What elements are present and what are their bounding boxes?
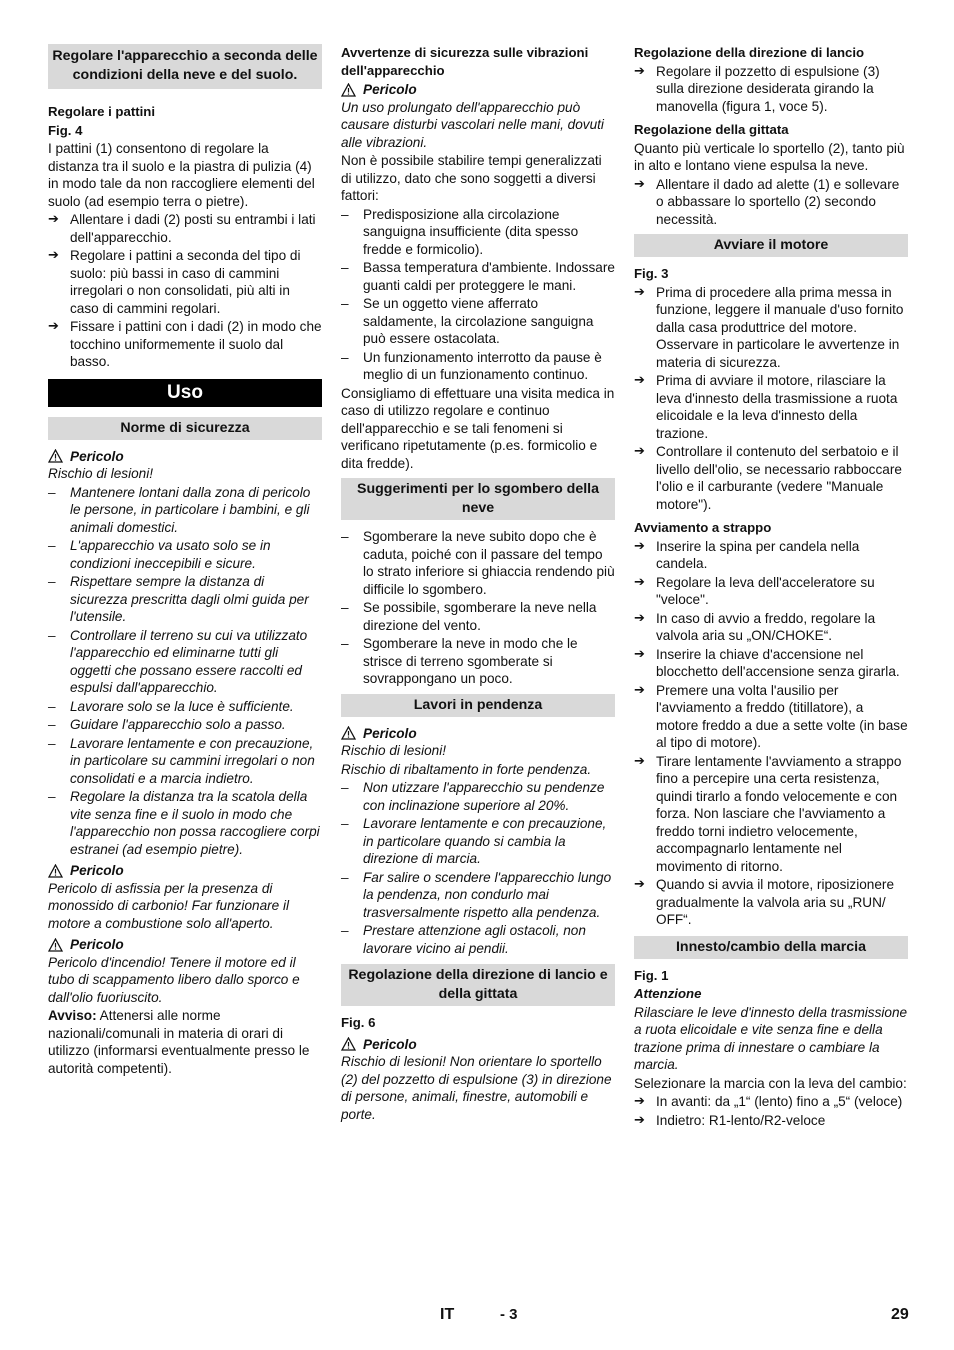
warning-triangle-icon [341, 726, 356, 740]
list-item: – Mantenere lontani dalla zona di pericolo le persone, in particolare i bambini, e gli animali domestici. [48, 484, 322, 537]
heading-pendenza: Lavori in pendenza [341, 694, 615, 717]
list-item: ➔ Premere una volta l'ausilio per l'avviamento a freddo (titillatore), a motore freddo a due a sette volte (in base al tipo di motore). [634, 682, 908, 752]
section-title-uso: Uso [48, 379, 322, 407]
warning-triangle-icon [48, 449, 63, 463]
heading-regolare: Regolare l'apparecchio a seconda delle condizioni della neve e del suolo. [48, 44, 322, 89]
warning-label [341, 725, 615, 743]
warning-triangle-icon [341, 1037, 356, 1051]
paragraph-visita: Consigliamo di effettuare una visita medica in caso di utilizzo regolare e continuo dell'apparecchio e se tali fenomeni si verificano ripetutamente (p.es. formicolio e dita fredde). [341, 385, 615, 471]
warning-label [341, 1036, 615, 1054]
list-item: – Bassa temperatura d'ambiente. Indossare guanti caldi per proteggere le mani. [341, 259, 615, 294]
heading-avviare: Avviare il motore [634, 234, 908, 257]
list-item: ➔ Tirare lentamente l'avviamento a strappo fino a percepire una certa resistenza, quindi tirarlo a fondo velocemente e con forza. Non lasciare che l'avviamento a freddo torni indietro velocemente, accompagnarlo lentamente nel movimento di ritorno. [634, 753, 908, 876]
steps-pattini [48, 211, 322, 371]
list-item: – Controllare il terreno su cui va utilizzato l'apparecchio ed eliminarne tutti gli oggetti che possano essere raccolti ed espulsi dall'apparecchio. [48, 627, 322, 697]
steps-gittata [634, 176, 908, 229]
footer-section-text: - 3 [500, 1306, 518, 1323]
list-item: – Far salire o scendere l'apparecchio lungo la pendenza, non condurlo mai trasversalmente rispetto alla pendenza. [341, 869, 615, 922]
fig-ref: Fig. 4 [48, 122, 83, 138]
fig-ref: Fig. 3 [634, 266, 669, 281]
steps-avviare [634, 284, 908, 514]
warning-label [341, 81, 615, 99]
paragraph-asfissia: Pericolo di asfissia per la presenza di monossido di carbonio! Far funzionare il motore a combustione solo all'aperto. [48, 880, 290, 931]
paragraph-selezionare: Selezionare la marcia con la leva del cambio: [634, 1075, 907, 1091]
list-item: ➔ Regolare la leva dell'acceleratore su "veloce". [634, 574, 908, 609]
list-item: ➔ Prima di avviare il motore, rilasciare la leva d'innesto della trasmissione a ruota elicoidale e la leva d'innesto della trazione. [634, 372, 908, 442]
heading-direzione: Regolazione della direzione di lancio e della gittata [341, 964, 615, 1006]
warning-text: Pericolo [70, 448, 124, 464]
list-item: ➔ In avanti: da „1“ (lento) fino a „5“ (veloce) [634, 1093, 908, 1111]
list-item: ➔ Regolare il pozzetto di espulsione (3) sulla direzione desiderata girando la manovella (figura 1, voce 5). [634, 63, 908, 116]
paragraph-uso-prolungato: Un uso prolungato dell'apparecchio può causare disturbi vascolari nelle mani, dovuti alle vibrazioni. [341, 99, 604, 150]
warning-text: Pericolo [70, 863, 124, 878]
warning-triangle-icon [341, 83, 356, 97]
heading-innesto: Innesto/cambio della marcia [634, 936, 908, 959]
list-item: – Sgomberare la neve subito dopo che è caduta, poiché con il passare del tempo lo strato inferiore si ghiaccia rendendo più difficile lo sgombero. [341, 528, 615, 598]
warning-triangle-icon [48, 938, 63, 952]
list-item: – Prestare attenzione agli ostacoli, non lavorare vicino ai pendii. [341, 922, 615, 957]
rischio-text: Rischio di lesioni! [341, 743, 447, 758]
list-item: – Non utizzare l'apparecchio su pendenze con inclinazione superiore al 20%. [341, 779, 615, 814]
list-item: – Lavorare solo se la luce è sufficiente. [48, 698, 322, 716]
list-item: ➔ Regolare i pattini a seconda del tipo di suolo: più bassi in caso di cammini irregolari o non consolidati, più alti in caso di cammini regolari. [48, 247, 322, 317]
list-item: ➔ Controllare il contenuto del serbatoio e il livello dell'olio, se necessario rabboccare l'olio e il carburante (vedere "Manuale motore"). [634, 443, 908, 513]
subheading-pattini: Regolare i pattini [48, 104, 155, 119]
warning-label [48, 448, 322, 466]
warning-label [48, 862, 322, 880]
norme-list [48, 484, 322, 859]
heading-norme: Norme di sicurezza [48, 417, 322, 440]
list-item: – Se possibile, sgomberare la neve nella direzione del vento. [341, 599, 615, 634]
heading-suggerimenti: Suggerimenti per lo sgombero della neve [341, 478, 615, 520]
warning-triangle-icon [48, 864, 63, 878]
list-item: ➔ Quando si avvia il motore, riposizionere gradualmente la valvola aria su „RUN/ OFF“. [634, 876, 908, 929]
subheading-gittata: Regolazione della gittata [634, 122, 789, 137]
list-item: – Un funzionamento interrotto da pause è meglio di un funzionamento continuo. [341, 349, 615, 384]
warning-text: Pericolo [363, 82, 417, 97]
list-item: ➔ Prima di procedere alla prima messa in funzione, leggere il manuale d'uso fornito dalla casa produttrice del motore. Osservare in particolare le avvertenze in materia di sicurezza. [634, 284, 908, 372]
rischio-text: Rischio di lesioni! [48, 466, 154, 481]
warning-text: Pericolo [70, 937, 124, 952]
footer-section [500, 1306, 518, 1324]
column-3 [634, 44, 908, 1130]
subheading-strappo: Avviamento a strappo [634, 520, 772, 535]
column-1 [48, 44, 322, 1078]
attenzione-label: Attenzione [634, 986, 702, 1001]
paragraph-pattini: I pattini (1) consentono di regolare la distanza tra il suolo e la piastra di pulizia (4) in modo tale da non raccogliere elementi del suolo (ad esempio terra o pietre). [48, 141, 315, 209]
list-item: – Rispettare sempre la distanza di sicurezza prescritta dagli olmi guida per l'utensile. [48, 573, 322, 626]
paragraph-sportello: Rischio di lesioni! Non orientare lo sportello (2) del pozzetto di espulsione (3) in direzione di persone, animali, finestre, automobili e porte. [341, 1054, 612, 1122]
list-item: – L'apparecchio va usato solo se in condizioni ineccepibili e sicure. [48, 537, 322, 572]
paragraph-gittata: Quanto più verticale lo sportello (2), tanto più in alto e lontano viene espulsa la neve. [634, 140, 905, 173]
list-item: ➔ In caso di avvio a freddo, regolare la valvola aria su „ON/CHOKE“. [634, 610, 908, 645]
fattori-list [341, 206, 615, 384]
list-item: – Sgomberare la neve in modo che le strisce di terreno sgomberate si sovrappongano un poco. [341, 635, 615, 688]
list-item: – Predisposizione alla circolazione sanguigna insufficiente (dita spesso fredde e formicolio). [341, 206, 615, 259]
list-item: ➔ Fissare i pattini con i dadi (2) in modo che tocchino uniformemente il suolo dal basso. [48, 318, 322, 371]
avviso-label: Avviso: [48, 1008, 97, 1023]
paragraph-rilasciare: Rilasciare le leve d'innesto della trasmissione a ruota elicoidale e vite senza fine e della trazione prima di innestare o cambiare la marcia. [634, 1004, 908, 1072]
avviso-text: Attenersi alle norme nazionali/comunali in materia di orari di utilizzo (informarsi eventualmente presso le autorità competenti). [48, 1008, 310, 1076]
pendenza-list [341, 779, 615, 957]
list-item: – Se un oggetto viene afferrato saldamente, la circolazione sanguigna può essere ostacolata. [341, 295, 615, 348]
avviso-paragraph [48, 1007, 322, 1077]
fig-ref: Fig. 6 [341, 1015, 376, 1030]
list-item: ➔ Allentare i dadi (2) posti su entrambi i lati dell'apparecchio. [48, 211, 322, 246]
steps-marcia [634, 1093, 908, 1129]
list-item: ➔ Indietro: R1-lento/R2-veloce [634, 1112, 908, 1130]
list-item: – Lavorare lentamente e con precauzione, in particolare quando si cambia la direzione di marcia. [341, 815, 615, 868]
suggerimenti-list [341, 528, 615, 688]
footer-language: IT [440, 1306, 455, 1323]
subheading-lancio: Regolazione della direzione di lancio [634, 45, 865, 60]
rischio-ribaltamento: Rischio di ribaltamento in forte pendenza. [341, 761, 592, 777]
list-item: – Regolare la distanza tra la scatola della vite senza fine e il suolo in modo che l'apparecchio non possa raccogliere corpi estranei (ad esempio pietre). [48, 788, 322, 858]
steps-lancio [634, 63, 908, 116]
list-item: – Guidare l'apparecchio solo a passo. [48, 716, 322, 734]
list-item: ➔ Inserire la spina per candela nella candela. [634, 538, 908, 573]
paragraph-incendio: Pericolo d'incendio! Tenere il motore ed il tubo di scappamento libero dallo sporco e dall'olio fuoriuscito. [48, 954, 300, 1005]
fig-ref: Fig. 1 [634, 967, 669, 983]
paragraph-tempi: Non è possibile stabilire tempi generalizzati di utilizzo, dato che sono soggetti a diversi fattori: [341, 153, 602, 203]
heading-vibrazioni: Avvertenze di sicurezza sulle vibrazioni dell'apparecchio [341, 45, 589, 78]
warning-text: Pericolo [363, 725, 417, 741]
steps-strappo [634, 538, 908, 929]
list-item: ➔ Inserire la chiave d'accensione nel blocchetto dell'accensione senza girarla. [634, 646, 908, 681]
column-2 [341, 44, 615, 1124]
footer-page-number: 29 [891, 1306, 909, 1323]
warning-label [48, 936, 322, 954]
list-item: ➔ Allentare il dado ad alette (1) e sollevare o abbassare lo sportello (2) secondo necessità. [634, 176, 908, 229]
warning-text: Pericolo [363, 1036, 417, 1052]
list-item: – Lavorare lentamente e con precauzione, in particolare su cammini irregolari o non consolidati e a marcia indietro. [48, 735, 322, 788]
